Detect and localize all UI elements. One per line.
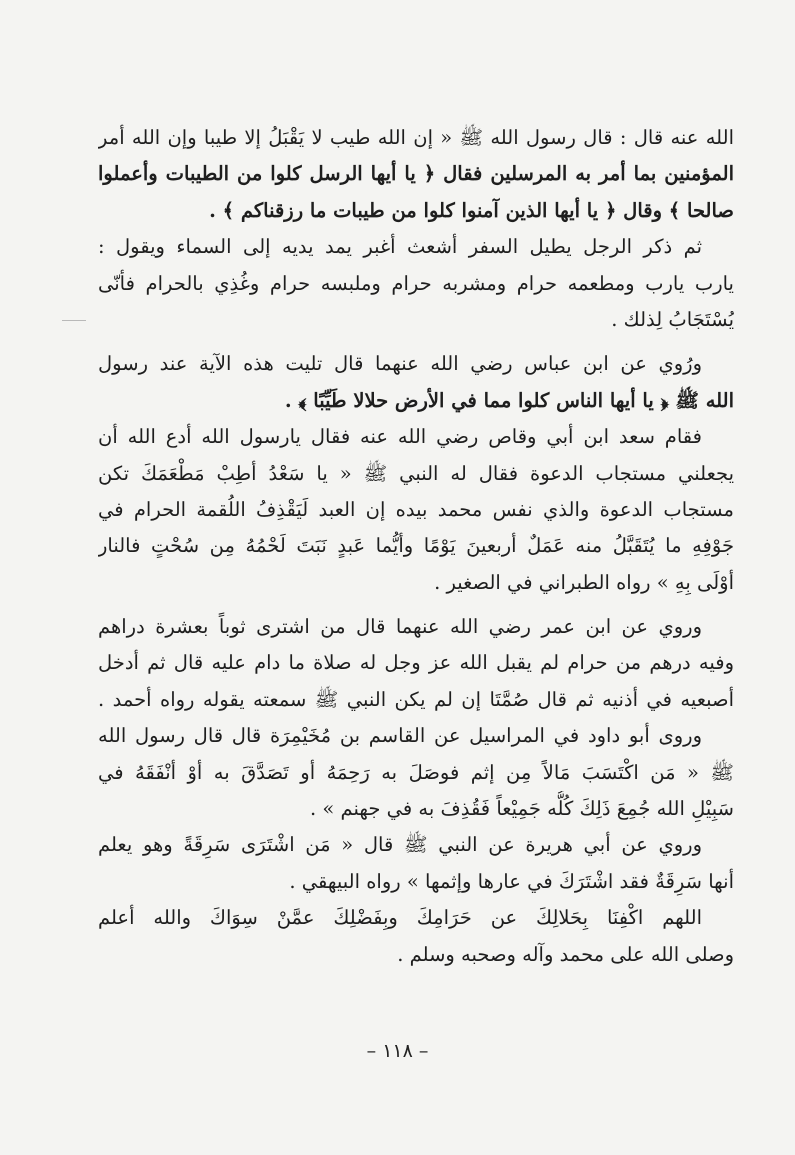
text-line: يجعلني مستجاب الدعوة فقال له النبي ﷺ « يا سَعْدُ أطِبْ مَطْعَمَكَ تكن	[98, 461, 734, 485]
page-body-text	[98, 120, 734, 973]
text-line: صالحا ﴾ وقال ﴿ يا أيها الذين آمنوا كلوا من طيبات ما رزقناكم ﴾ .	[209, 198, 734, 222]
text-line: وروي عن أبي هريرة عن النبي ﷺ قال « مَن اشْتَرَى سَرِقَةً وهو يعلم	[98, 833, 702, 857]
text-line: سَبِيْلِ الله جُمِعَ ذَلِكَ كُلُّه جَمِيْعاً فَقُذِفَ به في جهنم » .	[310, 797, 734, 821]
text-line: أصبعيه في أذنيه ثم قال صُمَّتَا إن لم يكن النبي ﷺ سمعته يقوله رواه أحمد .	[98, 687, 734, 711]
text-line: جَوْفِهِ ما يُتَقَبَّلُ منه عَمَلٌ أربعينَ يَوْمًا وأيُّما عَبدٍ نَبَتَ لَحْمُهُ مِن سُحْتٍ فالنار	[98, 534, 734, 558]
text-line: الله عنه قال : قال رسول الله ﷺ « إن الله طيب لا يَقْبَلُ إلا طيبا وإن الله أمر	[98, 126, 734, 149]
text-line: فقام سعد ابن أبي وقاص رضي الله عنه فقال يارسول الله أدع الله أن	[98, 425, 702, 449]
text-line: يُسْتَجَابُ لِذلك .	[611, 307, 734, 331]
text-line: ورُوي عن ابن عباس رضي الله عنهما قال تليت هذه الآية عند رسول	[98, 352, 702, 376]
text-line: وروي عن ابن عمر رضي الله عنهما قال من اشترى ثوباً بعشرة دراهم	[98, 615, 702, 639]
margin-mark	[62, 320, 86, 321]
text-line: يارب يارب ومطعمه حرام ومشربه حرام وملبسه حرام وغُذِي بالحرام فأنّى	[98, 271, 734, 295]
text-line: اللهم اكْفِنَا بِحَلالِكَ عن حَرَامِكَ وبِفَضْلِكَ عمَّنْ سِوَاكَ والله أعلم	[98, 906, 702, 930]
text-line: أنها سَرِقَةٌ فقد اشْتَرَكَ في عارها وإثمها » رواه البيهقي .	[289, 869, 734, 893]
text-line: أوْلَى بِهِ » رواه الطبراني في الصغير .	[434, 570, 734, 594]
text-line: مستجاب الدعوة والذي نفس محمد بيده إن العبد لَيَقْذِفُ اللُقمة الحرام في	[98, 497, 734, 521]
text-line: ﷺ « مَن اكْتَسَبَ مَالاً مِن إثم فوصَلَ به رَحِمَهُ أو تَصَدَّقَ به أوْ أنْفَقَهُ في	[98, 760, 734, 784]
text-line: الله ﷺ ﴿ يا أيها الناس كلوا مما في الأرض حلالا طَيِّبًا ﴾ .	[284, 388, 734, 412]
text-line: وفيه درهم من حرام لم يقبل الله عز وجل له صلاة ما دام عليه قال ثم أدخل	[98, 651, 734, 675]
text-line: ثم ذكر الرجل يطيل السفر أشعث أغبر يمد يديه إلى السماء ويقول :	[98, 235, 702, 259]
text-line: وروى أبو داود في المراسيل عن القاسم بن مُخَيْمِرَة قال قال رسول الله	[98, 724, 702, 748]
page-number: – ١١٨ –	[366, 1040, 429, 1062]
text-line: المؤمنين بما أمر به المرسلين فقال ﴿ يا أيها الرسل كلوا من الطيبات وأعملوا	[98, 162, 734, 186]
text-line: وصلى الله على محمد وآله وصحبه وسلم .	[397, 942, 734, 966]
